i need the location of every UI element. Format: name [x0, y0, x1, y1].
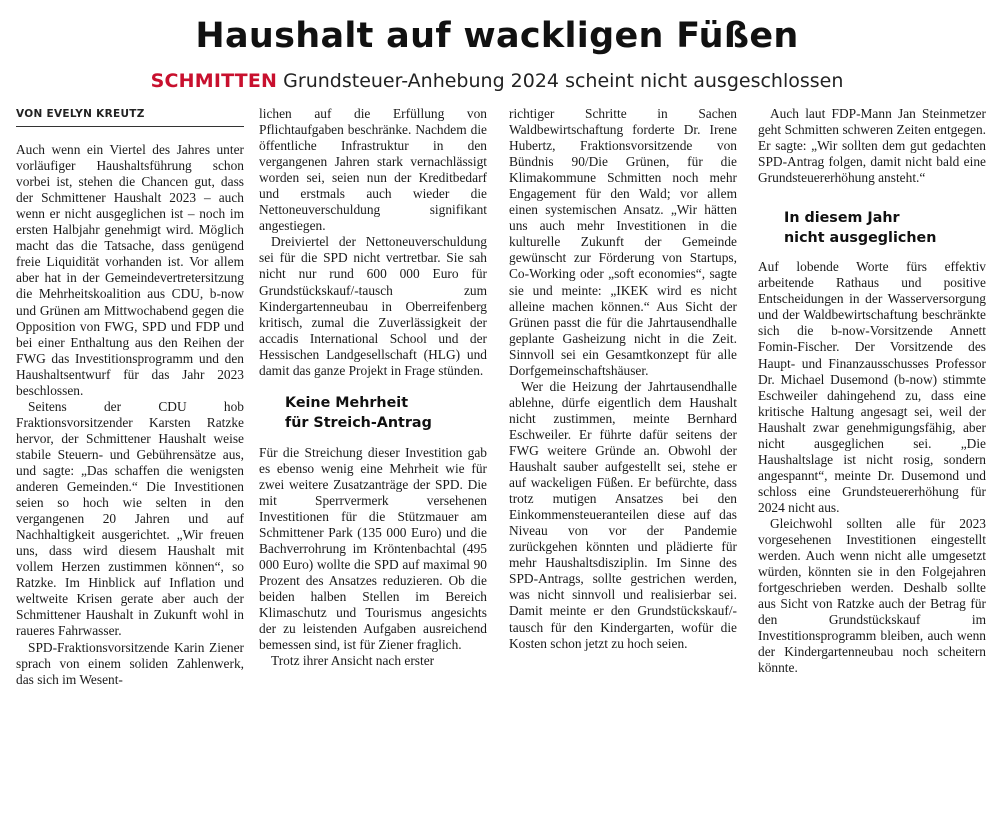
article-column-4: [758, 106, 986, 676]
paragraph: Seitens der CDU hob Fraktionsvorsitzender Karsten Ratzke hervor, der Schmittener Haushalt weise stabile Steuern- und Gebührensätze aus, und sagte: „Das schaffen die wenigsten anderen Gemeinden.“ Die Investitionen seien so hoch wie selten in den vergangenen 20 Jahren und auf Nachhaltigkeit ausgerichtet. „Wir freuen uns, dass wird diesem Haushalt mit vollem Herzen zustimmen können“, so Ratzke. Im Hinblick auf Inflation und weltweite Krisen gerate aber auch der Schmittener Haushalt in Zukunft wohl in raueres Fahrwasser.: [16, 398, 244, 639]
headline: Haushalt auf wackligen Füßen: [195, 16, 799, 56]
paragraph: Gleichwohl sollten alle für 2023 vorgesehenen Investitionen eingestellt werden. Auch wenn nicht alle umgesetzt würden, könnten sie in den Folgejahren fortgeschrieben werden. Deshalb sollte aus Sicht von Ratzke auch der Betrag für den Grundstückskauf im Investitionsprogramm bleiben, auch wenn der Kindergartenneubau noch scheitern könnte.: [758, 515, 986, 676]
subheadline-text: Grundsteuer-Anhebung 2024 scheint nicht ausgeschlossen: [283, 70, 844, 92]
paragraph: Trotz ihrer Ansicht nach erster: [271, 653, 435, 669]
paragraph: Auf lobende Worte fürs effektiv arbeitende Rathaus und positive Entscheidungen in der Wasserversorgung und der Waldbewirtschaftung beschränkte sich die b-now-Vorsitzende Annett Fomin-Fischer. Der Vorsitzende des Haupt- und Finanzausschusses Professor Dr. Michael Dusemond (b-now) stimmte Eschweiler dahingehend zu, dass eine kritische Haltung angesagt sei, weil der Haushalt zwar genehmigungsfähig, aber nicht ausgeglichen sei. „Die Haushaltslage ist nicht rosig, sondern angespannt“, meinte Dr. Dusemond und schloss eine Grundsteuererhöhung für 2024 nicht aus.: [758, 259, 986, 515]
location-kicker: SCHMITTEN: [150, 70, 278, 92]
article-column-2: [259, 106, 487, 669]
paragraph: Für die Streichung dieser Investition gab es ebenso wenig eine Mehrheit wie für zwei weitere Zusatzanträge der SPD. Die mit Sperrvermerk versehenen Investitionen für die Stützmauer am Schmittener Park (135 000 Euro) und die Bachverrohrung im Kröntenbachtal (495 000 Euro) wollte die SPD auf maximal 90 Prozent des Ansatzes reduzieren. Ob die beiden halben Stellen im Bereich Klimaschutz und Tourismus angesichts der zu leistenden Aufgaben ausreichend bemessen sind, ist für Ziener fraglich.: [259, 444, 487, 653]
paragraph: Auch laut FDP-Mann Jan Steinmetzer geht Schmitten schweren Zeiten entgegen. Er sagte: „Wir sollten dem gut gedachten SPD-Antrag folgen, damit nicht bald eine Grundsteuererhöhung ansteht.“: [758, 106, 986, 186]
paragraph: Auch wenn ein Viertel des Jahres unter vorläufiger Haushaltsführung schon vorbei ist, stehen die Chancen gut, dass der Schmittener Haushalt 2023 – auch wenn er nicht ausgeglichen ist – noch im ersten Halbjahr genehmigt wird. Möglich macht das die Tatsache, dass genügend freie Liquidität vorhanden ist. Vor allem aber hat in der Gemeindevertretersitzung die Mehrheitskoalition aus CDU, b-now und Grünen am Mittwochabend gegen die Opposition von FWG, SPD und FDP und bei einer Enthaltung aus den Reihen der FWG das Investitionsprogramm und den Haushaltsentwurf für das Jahr 2023 beschlossen.: [16, 142, 244, 398]
paragraph: Wer die Heizung der Jahrtausendhalle ablehne, dürfe eigentlich dem Haushalt nicht zustimmen, meinte Bernhard Eschweiler. Er führte dafür seitens der FWG weitere Gründe an. Obwohl der Haushalt sauber aufgestellt sei, stehe er auf wackeligen Füßen. Er befürchte, dass trotz mutigen Ansatzes bei den Einkommensteueranteilen diese auf das Niveau von vor der Pandemie zurückgehen könnten und plädierte für mehr Haushaltsdisziplin. Im Sinne des SPD-Antrags, sollte gestrichen werden, was nicht sinnvoll und realisierbar sei. Damit meinte er den Grundstückskauf/-tausch für den Kindergarten, wofür die Kosten schon jetzt zu hoch seien.: [509, 378, 737, 651]
article-column-3: [509, 106, 737, 652]
subheadline: [0, 70, 994, 92]
intertitle-line-1: Keine Mehrheit: [285, 394, 409, 411]
intertitle-line-1: In diesem Jahr: [784, 210, 900, 227]
paragraph: SPD-Fraktionsvorsitzende Karin Ziener sprach von einem soliden Zahlenwerk, das sich im Wesent-: [16, 639, 244, 687]
intertitle-line-2: für Streich-Antrag: [285, 414, 432, 431]
intertitle: [285, 393, 487, 433]
intertitle-line-2: nicht ausgeglichen: [784, 230, 937, 247]
intertitle: [784, 208, 986, 248]
byline: VON EVELYN KREUTZ: [16, 106, 244, 127]
paragraph: Dreiviertel der Nettoneuverschuldung sei für die SPD nicht vertretbar. Sie sah nicht nur rund 600 000 Euro für Grundstückskauf/-tausch zum Kindergartenneubau in Oberreifenberg kritisch, zumal die Zuverlässigkeit der accadis International School und der Hessischen Landgesellschaft (HLG) und damit das ganze Projekt in Frage stünden.: [259, 234, 487, 378]
paragraph: richtiger Schritte in Sachen Waldbewirtschaftung forderte Dr. Irene Hubertz, Fraktionsvorsitzende von Bündnis 90/Die Grünen, für die Klimakommune Schmitten noch mehr Engagement für den Wald; vor allem einen systemischen Ansatz. „Wir hätten uns auch mehr Investitionen in die kulturelle Zukunft der Gemeinde gewünscht zur Förderung von Startups, Co-Working oder „soft economies“, sagte sie und meinte: „IKEK wird es nicht alleine machen können.“ Aus Sicht der Grünen passt die für die Jahrtausendhalle geplante Gasheizung nicht in die Zeit. Sinnvoll sei ein Gesamtkonzept für alle Dorfgemeinschaftshäuser.: [509, 106, 737, 378]
paragraph: lichen auf die Erfüllung von Pflichtaufgaben beschränke. Nachdem die öffentliche Infrastruktur in den vergangenen Jahren stark vernachlässigt worden sei, seien nun der Kreditbedarf und erstmals auch wieder die Nettoneuverschuldung signifikant angestiegen.: [259, 106, 487, 234]
article-column-1: [16, 106, 244, 688]
